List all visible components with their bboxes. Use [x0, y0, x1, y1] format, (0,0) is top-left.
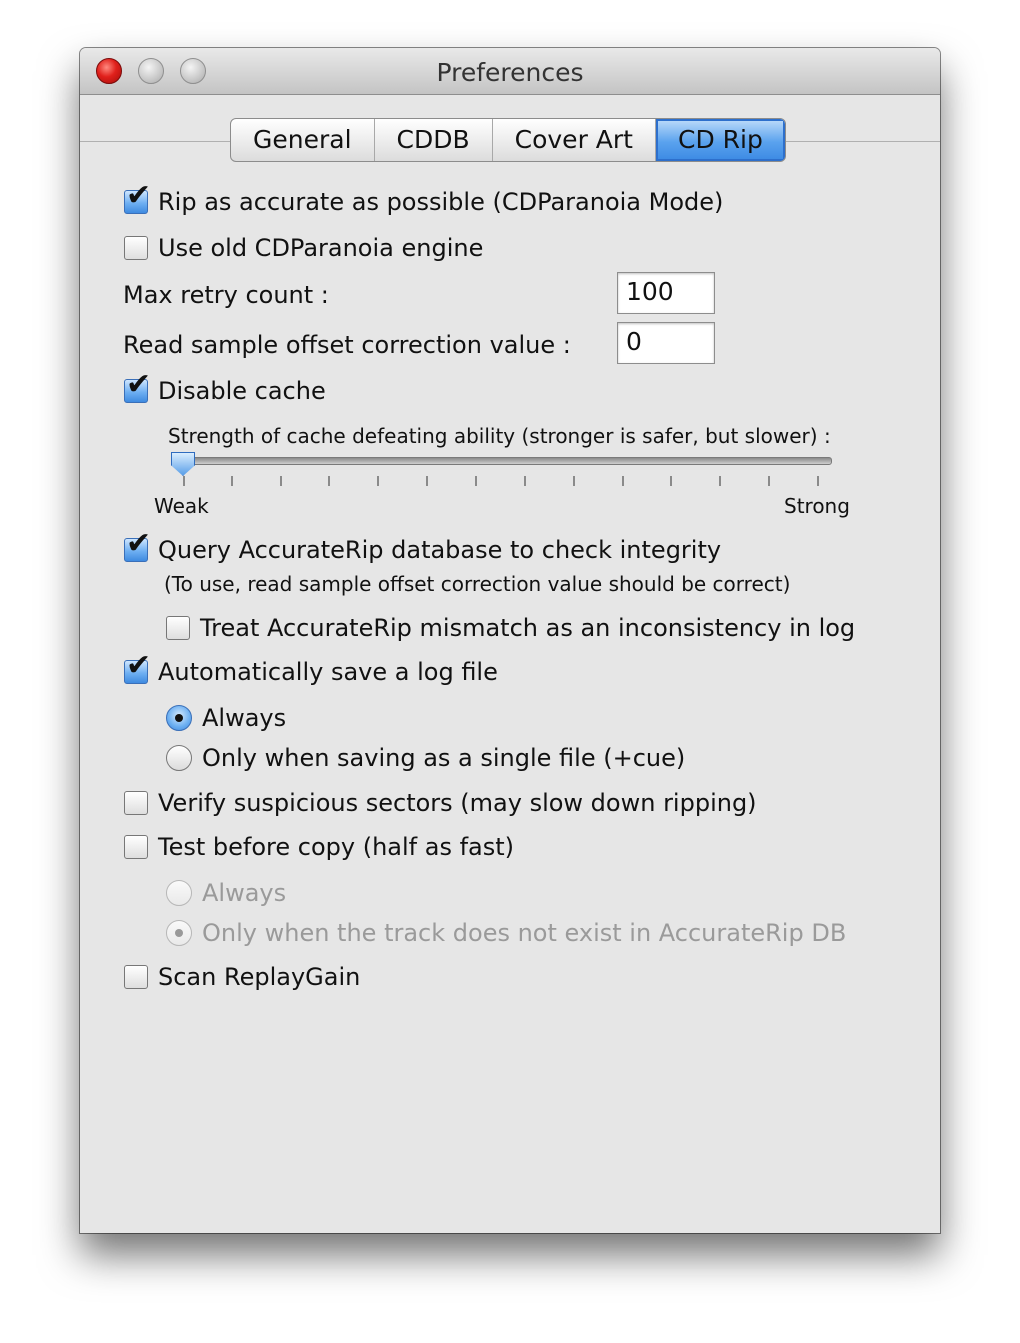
test-not-in-db-radio — [166, 920, 192, 946]
old-engine-label: Use old CDParanoia engine — [158, 234, 484, 262]
test-always-option — [166, 879, 286, 907]
slider-tick — [670, 476, 672, 486]
slider-tick — [768, 476, 770, 486]
checkmark-icon: ✔ — [126, 648, 152, 683]
test-always-radio — [166, 880, 192, 906]
tab-cover-art[interactable]: Cover Art — [493, 119, 656, 161]
test-before-copy-checkbox[interactable] — [124, 835, 148, 859]
slider-tick — [231, 476, 233, 486]
offset-correction-input[interactable]: 0 — [617, 322, 715, 364]
tab-cd-rip[interactable]: CD Rip — [656, 119, 785, 161]
slider-tick — [475, 476, 477, 486]
save-log-label: Automatically save a log file — [158, 658, 498, 686]
slider-max-label: Strong — [784, 494, 850, 518]
replaygain-label: Scan ReplayGain — [158, 963, 361, 991]
accuraterip-mismatch-label: Treat AccurateRip mismatch as an inconsistency in log — [200, 614, 856, 642]
title-bar[interactable] — [80, 48, 940, 95]
replaygain-checkbox[interactable] — [124, 965, 148, 989]
disable-cache-option[interactable] — [124, 367, 326, 405]
accuraterip-mismatch-checkbox[interactable] — [166, 616, 190, 640]
max-retry-label: Max retry count : — [123, 281, 329, 309]
slider-tick — [377, 476, 379, 486]
slider-tick — [183, 476, 185, 486]
slider-knob[interactable] — [171, 452, 195, 476]
log-single-file-label: Only when saving as a single file (+cue) — [202, 744, 686, 772]
slider-min-label: Weak — [154, 494, 209, 518]
checkmark-icon: ✔ — [126, 526, 152, 561]
disable-cache-label: Disable cache — [158, 377, 326, 405]
slider-tick — [280, 476, 282, 486]
accuraterip-mismatch-option[interactable] — [166, 614, 855, 642]
rip-accurate-checkbox[interactable] — [124, 178, 152, 214]
replaygain-option[interactable] — [124, 963, 360, 991]
test-not-in-db-option — [166, 919, 846, 947]
log-always-radio[interactable] — [166, 705, 192, 731]
cache-strength-label: Strength of cache defeating ability (stronger is safer, but slower) : — [168, 424, 831, 448]
test-before-copy-label: Test before copy (half as fast) — [158, 833, 515, 861]
rip-accurate-option[interactable] — [124, 178, 724, 216]
old-engine-checkbox[interactable] — [124, 236, 148, 260]
tab-bar — [230, 118, 786, 162]
tab-general[interactable]: General — [231, 119, 375, 161]
checkmark-icon: ✔ — [126, 367, 152, 402]
test-always-label: Always — [202, 879, 287, 907]
rip-accurate-label: Rip as accurate as possible (CDParanoia Mode) — [158, 188, 724, 216]
log-always-option[interactable] — [166, 704, 286, 732]
checkmark-icon: ✔ — [126, 178, 152, 213]
accuraterip-option[interactable] — [124, 526, 722, 564]
tab-cddb[interactable]: CDDB — [375, 119, 493, 161]
disable-cache-checkbox[interactable] — [124, 367, 152, 403]
preferences-window — [80, 48, 940, 1233]
log-always-label: Always — [202, 704, 287, 732]
verify-sectors-label: Verify suspicious sectors (may slow down ripping) — [158, 789, 757, 817]
offset-correction-label: Read sample offset correction value : — [123, 331, 571, 359]
max-retry-input[interactable]: 100 — [617, 272, 715, 314]
slider-tick — [817, 476, 819, 486]
log-single-file-option[interactable] — [166, 744, 685, 772]
slider-tick — [622, 476, 624, 486]
verify-sectors-option[interactable] — [124, 789, 757, 817]
slider-tick — [524, 476, 526, 486]
accuraterip-note: (To use, read sample offset correction value should be correct) — [164, 572, 791, 596]
test-not-in-db-label: Only when the track does not exist in AccurateRip DB — [202, 919, 847, 947]
slider-tick — [426, 476, 428, 486]
old-engine-option[interactable] — [124, 234, 483, 262]
slider-tick — [328, 476, 330, 486]
save-log-option[interactable] — [124, 648, 498, 686]
slider-tick — [573, 476, 575, 486]
accuraterip-label: Query AccurateRip database to check integrity — [158, 536, 722, 564]
verify-sectors-checkbox[interactable] — [124, 791, 148, 815]
test-before-copy-option[interactable] — [124, 833, 514, 861]
log-single-file-radio[interactable] — [166, 745, 192, 771]
window-title: Preferences — [436, 58, 584, 87]
cache-strength-slider[interactable] — [175, 457, 832, 465]
save-log-checkbox[interactable] — [124, 648, 152, 684]
accuraterip-checkbox[interactable] — [124, 526, 152, 562]
slider-tick — [719, 476, 721, 486]
